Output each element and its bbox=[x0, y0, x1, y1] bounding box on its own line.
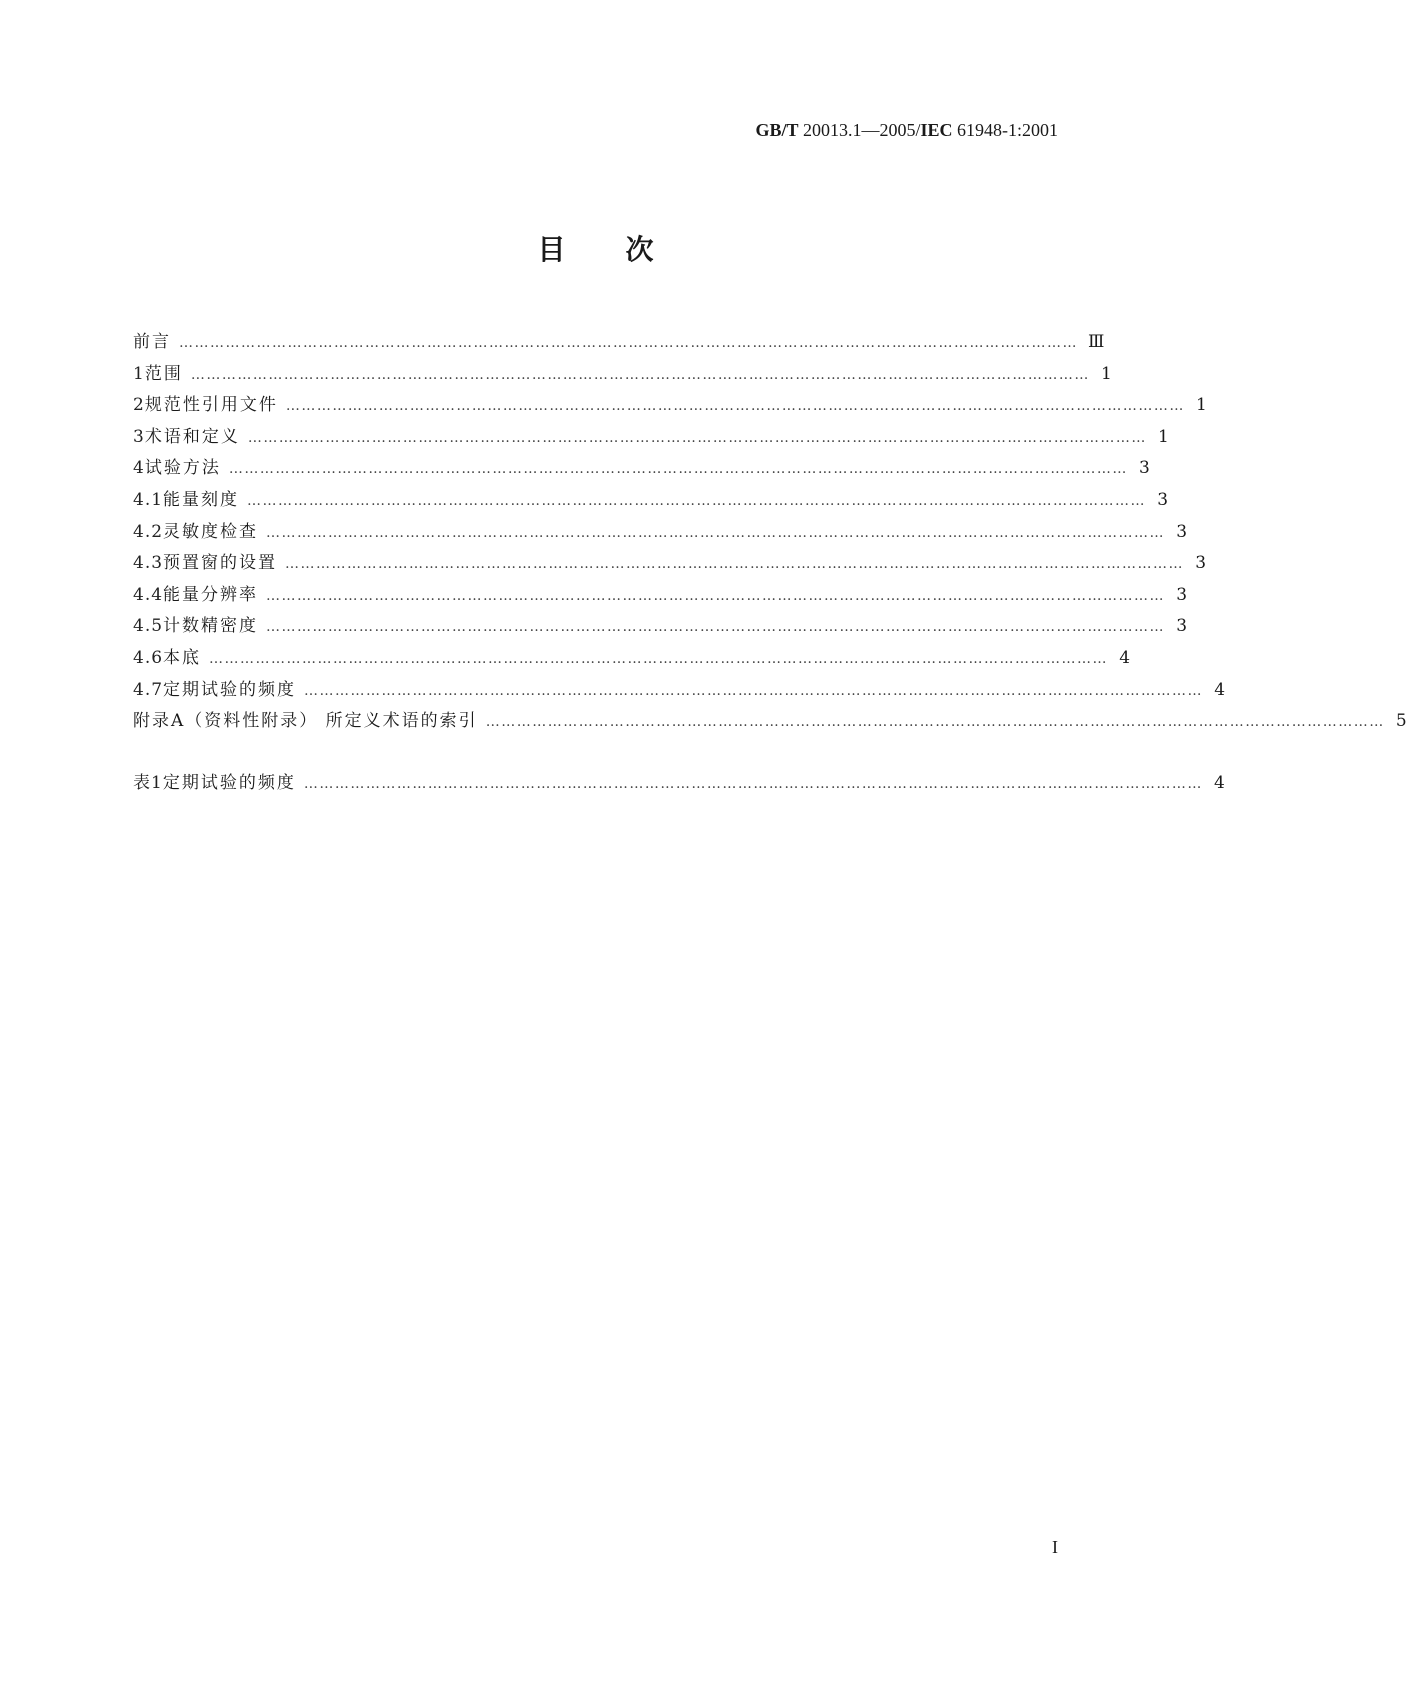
page-title: 目次 bbox=[537, 233, 714, 266]
toc-label: 规范性引用文件 bbox=[144, 395, 278, 416]
toc-page: 5 bbox=[1395, 711, 1407, 732]
toc-label: 范围 bbox=[144, 363, 183, 384]
toc-label: 预置窗的设置 bbox=[163, 553, 278, 574]
toc-entry-4-3[interactable] bbox=[133, 548, 1207, 580]
leader-dots: ………………………………………………………………………………………………………………………………………………………… bbox=[266, 524, 1166, 541]
leader-dots: ………………………………………………………………………………………………………………………………………………………… bbox=[179, 335, 1078, 351]
toc-number: 1 bbox=[133, 363, 145, 384]
toc-page: 1 bbox=[1101, 363, 1112, 384]
toc-label: 试验方法 bbox=[144, 458, 221, 479]
toc-entry-foreword[interactable] bbox=[133, 327, 1105, 359]
toc-number: 4.5 bbox=[133, 616, 164, 637]
toc-page: 3 bbox=[1176, 584, 1188, 605]
toc-page: 3 bbox=[1195, 553, 1207, 574]
toc-label: 本底 bbox=[163, 647, 202, 668]
toc-number: 2 bbox=[133, 395, 145, 416]
iec-number: 61948-1:2001 bbox=[957, 120, 1058, 140]
leader-dots: ………………………………………………………………………………………………………………………………………………………… bbox=[190, 366, 1090, 383]
toc-label: 术语和定义 bbox=[144, 426, 240, 447]
toc-label: 能量刻度 bbox=[163, 489, 240, 510]
toc-number: 4.1 bbox=[133, 489, 164, 510]
leader-dots: ………………………………………………………………………………………………………………………………………………………… bbox=[304, 682, 1204, 699]
toc-label: 附录A（资料性附录） 所定义术语的索引 bbox=[133, 711, 478, 732]
toc-number: 4.3 bbox=[133, 553, 164, 574]
toc-number: 4.6 bbox=[133, 647, 164, 668]
toc-label: 定期试验的频度 bbox=[163, 679, 297, 700]
leader-dots: ………………………………………………………………………………………………………………………………………………………… bbox=[285, 556, 1185, 573]
leader-dots: ………………………………………………………………………………………………………………………………………………………… bbox=[303, 775, 1203, 792]
toc-page: 4 bbox=[1214, 772, 1225, 793]
page-number: I bbox=[1052, 1537, 1058, 1557]
toc-entry-4-1[interactable] bbox=[133, 485, 1169, 517]
toc-page: 3 bbox=[1157, 489, 1169, 510]
table-of-contents bbox=[133, 327, 1407, 799]
toc-entry-4-5[interactable] bbox=[133, 611, 1188, 643]
toc-entry-3[interactable] bbox=[133, 422, 1169, 454]
standard-code: GB/T bbox=[755, 120, 799, 140]
toc-entry-annex-a[interactable] bbox=[133, 706, 1407, 738]
toc-number: 4 bbox=[133, 458, 145, 479]
toc-entry-4-7[interactable] bbox=[133, 675, 1226, 707]
toc-page: 1 bbox=[1158, 426, 1169, 447]
toc-page: Ⅲ bbox=[1088, 332, 1105, 352]
toc-entry-1[interactable] bbox=[133, 359, 1112, 391]
leader-dots: ………………………………………………………………………………………………………………………………………………………… bbox=[247, 429, 1147, 446]
standard-number: 20013.1—2005/ bbox=[802, 120, 921, 140]
toc-page: 3 bbox=[1139, 458, 1150, 479]
toc-number: 3 bbox=[133, 426, 145, 447]
toc-number: 4.4 bbox=[133, 584, 164, 605]
leader-dots: ………………………………………………………………………………………………………………………………………………………… bbox=[266, 619, 1166, 636]
toc-entry-table-1[interactable] bbox=[133, 768, 1225, 800]
toc-entry-4-4[interactable] bbox=[133, 580, 1188, 612]
toc-entry-4-6[interactable] bbox=[133, 643, 1131, 675]
toc-entry-4-2[interactable] bbox=[133, 517, 1188, 549]
leader-dots: ………………………………………………………………………………………………………………………………………………………… bbox=[228, 461, 1128, 478]
toc-label: 前言 bbox=[133, 332, 171, 352]
toc-entry-2[interactable] bbox=[133, 390, 1207, 422]
leader-dots: ………………………………………………………………………………………………………………………………………………………… bbox=[209, 650, 1109, 667]
leader-dots: ………………………………………………………………………………………………………………………………………………………… bbox=[485, 714, 1385, 731]
toc-page: 4 bbox=[1119, 647, 1131, 668]
toc-page: 3 bbox=[1176, 616, 1188, 637]
leader-dots: ………………………………………………………………………………………………………………………………………………………… bbox=[285, 398, 1185, 415]
toc-label: 灵敏度检查 bbox=[163, 521, 259, 542]
toc-page: 4 bbox=[1214, 679, 1226, 700]
toc-page: 3 bbox=[1176, 521, 1188, 542]
toc-label: 能量分辨率 bbox=[163, 584, 259, 605]
document-header bbox=[755, 120, 1058, 141]
leader-dots: ………………………………………………………………………………………………………………………………………………………… bbox=[266, 587, 1166, 604]
toc-label: 定期试验的频度 bbox=[162, 772, 296, 793]
toc-label: 计数精密度 bbox=[163, 616, 259, 637]
iec-code: IEC bbox=[920, 120, 953, 140]
toc-number: 4.7 bbox=[133, 679, 164, 700]
toc-number: 表1 bbox=[133, 772, 163, 793]
toc-number: 4.2 bbox=[133, 521, 164, 542]
leader-dots: ………………………………………………………………………………………………………………………………………………………… bbox=[247, 492, 1147, 509]
toc-entry-4[interactable] bbox=[133, 453, 1150, 485]
toc-page: 1 bbox=[1196, 395, 1207, 416]
